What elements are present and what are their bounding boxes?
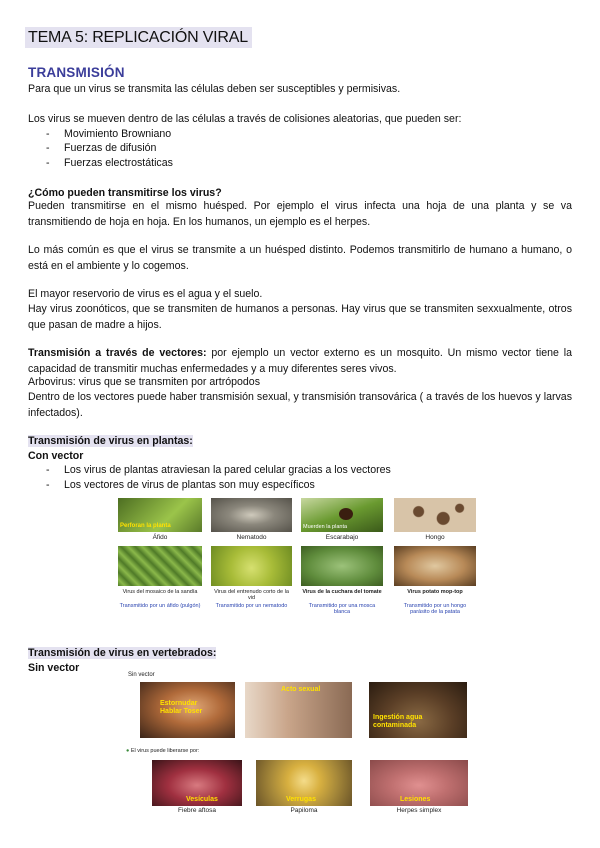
caption-papiloma: Papiloma [290,807,318,814]
question-heading: ¿Cómo pueden transmitirse los virus? [28,187,222,199]
paragraph-vectores: Transmisión a través de vectores: por ejemplo un vector externo es un mosquito. Un mismo vector tiene la capacidad de transmitir muchas enfermedades y a muy diferentes seres vivos. [28,347,572,375]
caption-escarabajo: Escarabajo [325,534,359,541]
paragraph-susceptibles: Para que un virus se transmita las células deben ser susceptibles y permisivas. [28,83,401,95]
list-item: - Los virus de plantas atraviesan la pared celular gracias a los vectores [46,464,391,476]
caption-afido: Áfido [152,534,168,541]
paragraph-transovarica: Dentro de los vectores puede haber transmisión sexual, y transmisión transovárica ( a través de los huevos y larvas infectados). [28,391,572,419]
note-mosca: Transmitido por una mosca blanca [308,603,376,615]
caption-fiebre-aftosa: Fiebre aftosa [178,807,216,814]
beetle-image: Muerden la planta [301,498,383,532]
paragraph-zoonoticos: Hay virus zoonóticos, que se transmiten de humanos a personas. Hay virus que se transmiten sexxualmente, otros que pasan de madre a hijos. [28,303,572,331]
caption-mosaico: Virus del mosaico de la sandía [122,589,198,595]
caption-tomate: Virus de la cuchara del tomate [302,589,382,595]
caption-potato: Virus potato mop-top [407,589,463,595]
note-hongo: Transmitido por un hongo parásito de la patata [403,603,467,615]
list-item: - Fuerzas electrostáticas [46,157,173,169]
wart-image: Verrugas [256,760,352,806]
figure-top-label: Sin vector [128,672,155,678]
couple-image: Acto sexual [245,682,352,738]
note-afido: Transmitido por un áfido (pulgón) [119,603,201,609]
caption-nematodo: Nematodo [236,534,267,541]
lip-lesion-image: Lesiones [370,760,468,806]
sneeze-image: Estornudar Hablar Toser [140,682,235,738]
paragraph-reservorio: El mayor reservorio de virus es el agua y el suelo. [28,288,263,300]
mouth-lesion-image: Vesículas [152,760,242,806]
section-heading: TRANSMISIÓN [28,65,125,80]
paragraph-colisiones: Los virus se mueven dentro de las células a través de colisiones aleatorias, que pueden ser: [28,113,462,125]
con-vector-label: Con vector [28,450,84,462]
water-drinking-image: Ingestión agua contaminada [369,682,467,738]
fungus-image [394,498,476,532]
caption-hongo: Hongo [425,534,445,541]
list-item: - Fuerzas de difusión [46,142,157,154]
figure-mid-label: ● El virus puede liberarse por: [126,748,200,754]
list-item: - Movimiento Browniano [46,128,172,140]
vertebrate-transmission-figure [118,672,488,822]
grapevine-image [211,546,292,586]
nematode-image [211,498,292,532]
aphid-image: Perforan la planta [118,498,202,532]
vertebrates-heading: Transmisión de virus en vertebrados: [28,647,217,659]
tomato-leaf-image [301,546,383,586]
paragraph-huesped-distinto: Lo más común es que el virus se transmite a un huésped distinto. Podemos transmitirlo de humano a humano, o está en el ambiente y lo cogemos. [28,244,572,272]
page-title: TEMA 5: REPLICACIÓN VIRAL [25,27,252,48]
potato-image [394,546,476,586]
plants-heading: Transmisión de virus en plantas: [28,435,193,447]
watermelon-mosaic-image [118,546,202,586]
plant-vectors-figure [117,496,483,630]
list-item: - Los vectores de virus de plantas son muy específicos [46,479,315,491]
sin-vector-label: Sin vector [28,662,80,674]
caption-herpes: Herpes simplex [396,807,442,814]
paragraph-arbovirus: Arbovirus: virus que se transmiten por artrópodos [28,376,260,388]
paragraph-mismo-huesped: Pueden transmitirse en el mismo huésped. Por ejemplo el virus infecta una hoja de una planta y se va transmitiendo de hoja en hoja. En los humanos, un ejemplo es el herpes. [28,200,572,228]
caption-vid: Virus del entrenudo corto de la vid [214,589,289,601]
note-nematodo: Transmitido por un nematodo [215,603,288,609]
